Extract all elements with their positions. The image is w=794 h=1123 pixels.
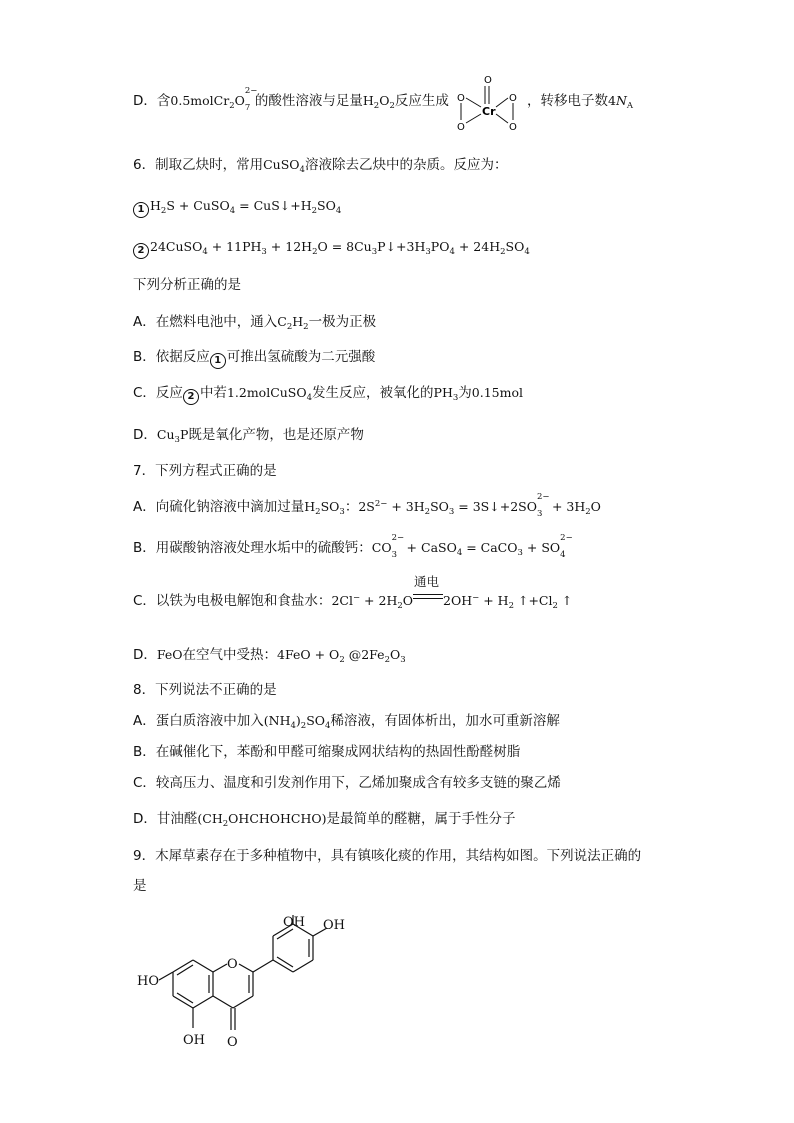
bond — [239, 964, 253, 972]
q6-option-c: C．反应 2 中若1.2molCuSO$_4$发生反应，被氧化的$PH_3$为0.15mol — [133, 385, 523, 403]
bond — [213, 996, 233, 1008]
q8-stem: 8．下列说法不正确的是 — [133, 682, 277, 698]
q6-stem: 6．制取乙炔时，常用CuSO$_4$溶液除去乙炔中的杂质。反应为： — [133, 157, 508, 175]
bond-inner — [177, 993, 193, 1003]
ring-oxygen: O — [227, 957, 238, 972]
oh-bottom-label: OH — [183, 1033, 205, 1048]
q8-option-a: A．蛋白质溶液中加入$(NH_4)_2SO_4$稀溶液，有固体析出，加水可重新溶解 — [133, 713, 560, 731]
o-atom-ul: O — [457, 93, 465, 104]
bond-ul — [466, 98, 481, 107]
bond — [173, 996, 193, 1008]
q6-prompt: 下列分析正确的是 — [133, 277, 241, 293]
q7-option-d: D．FeO在空气中受热：$4FeO + O_2$ $@2Fe_2O_3$ — [133, 647, 406, 665]
q8-option-b: B．在碱催化下，苯酚和甲醛可缩聚成网状结构的热固性酚醛树脂 — [133, 744, 521, 760]
q6-option-a: A．在燃料电池中，通入$C_2H_2$一极为正极 — [133, 314, 377, 332]
circled-number-1: 1 — [133, 202, 149, 218]
luteolin-structure — [133, 915, 373, 1065]
q9-stem-line-1: 9．木犀草素存在于多种植物中，具有镇咳化痰的作用，其结构如图。下列说法正确的 — [133, 848, 642, 864]
cr-atom: Cr — [482, 105, 496, 118]
bond-ur — [496, 98, 508, 107]
bond-inner — [277, 929, 293, 939]
circled-number-2: 2 — [133, 243, 149, 259]
q5-option-d: D．含0.5molCr$_2$O 2− 7 的酸性溶液与足量$H_2O_2$反应生成 — [133, 86, 449, 113]
ho-left-label: HO — [137, 974, 159, 989]
q9-stem-line-2: 是 — [133, 878, 147, 894]
o-atom-ll: O — [457, 122, 465, 133]
bond — [173, 960, 193, 972]
q8-option-c: C．较高压力、温度和引发剂作用下，乙烯加聚成含有较多支链的聚乙烯 — [133, 775, 561, 791]
condition-label: 通电 — [414, 574, 440, 589]
circled-number-2: 2 — [183, 389, 199, 405]
bond — [213, 964, 227, 972]
bond — [193, 960, 213, 972]
bond — [233, 996, 253, 1008]
o-atom-top: O — [484, 75, 492, 86]
q7-stem: 7．下列方程式正确的是 — [133, 463, 277, 479]
q6-reaction-2: 2 24CuSO$_4$ + $11PH_3 + 12H_2O$ = $8Cu_3P↓+3H_3PO_4 + 24H_2SO_4$ — [133, 237, 530, 259]
q6-option-d: D．$Cu_3P$既是氧化产物，也是还原产物 — [133, 427, 364, 445]
o-atom-lr: O — [509, 122, 517, 133]
bond — [273, 960, 293, 972]
oh-right-label: OH — [323, 918, 345, 933]
o-atom-ur: O — [509, 93, 517, 104]
keto-oxygen: O — [227, 1035, 238, 1050]
q7-option-a: A．向硫化钠溶液中滴加过量$H_2SO_3$：$2S^{2-} + 3H_2SO_3$ = 3S↓+2SO 2− 3 + $3H_2O$ — [133, 492, 601, 519]
bond-link — [253, 960, 273, 972]
q6-reaction-1: 1 $H_2S$ + CuSO$_4$ = $CuS↓+H_2SO_4$ — [133, 196, 341, 218]
q7-option-c: C．以铁为电极电解饱和食盐水：$2Cl^- + 2H_2O$ 通电 $2OH^- + H_2$ $↑+Cl_2$ ↑ — [133, 574, 573, 611]
q5-option-d-tail: ，转移电子数$4N_A$ — [527, 93, 634, 111]
cro5-structure — [452, 70, 522, 135]
oh-top-label: OH — [283, 915, 305, 930]
electrolysis-arrow — [413, 574, 443, 605]
bond-lr — [496, 114, 508, 123]
bond-oh-left — [159, 972, 173, 980]
bond-ll — [466, 114, 481, 123]
q8-option-d: D．甘油醛$(CH_2OHCHOHCHO)$是最简单的醛糖，属于手性分子 — [133, 811, 516, 829]
bond — [193, 996, 213, 1008]
circled-number-1: 1 — [210, 353, 226, 369]
bond — [293, 960, 313, 972]
bond-inner — [177, 965, 193, 975]
q6-option-b: B．依据反应 1 可推出氢硫酸为二元强酸 — [133, 347, 375, 369]
q7-option-b: B．用碳酸钠溶液处理水垢中的硫酸钙：CO 2− 3 + CaSO$_4$ = CaCO$_3$ + SO 2− 4 — [133, 533, 573, 560]
bond-inner — [277, 957, 293, 967]
